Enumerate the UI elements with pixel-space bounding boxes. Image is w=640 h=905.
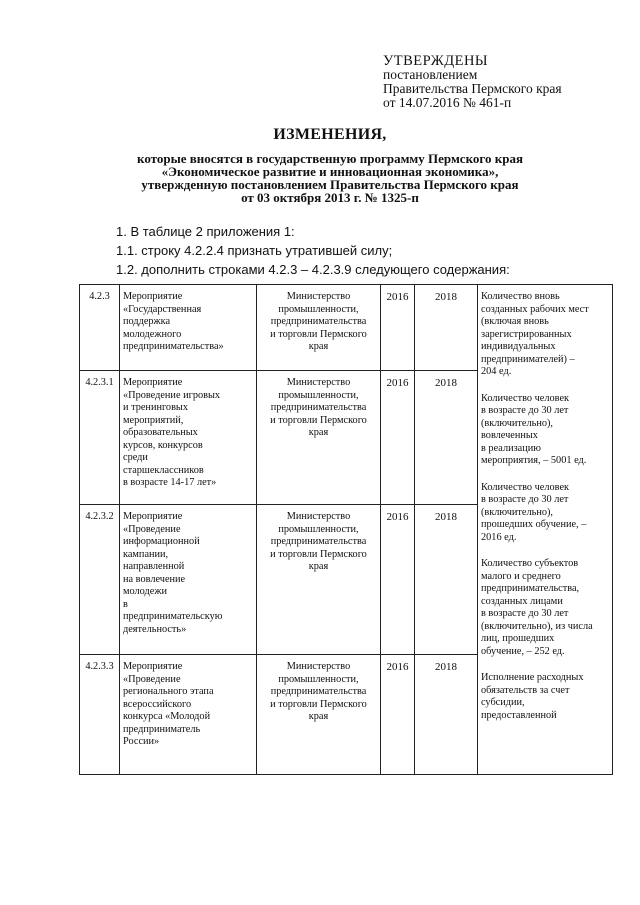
- cell-line: края: [308, 341, 329, 352]
- cell-line: в возрасте до 30 лет: [481, 494, 569, 505]
- cell-line: мероприятий,: [123, 414, 184, 426]
- table-row: [80, 285, 613, 371]
- cell-line: предпринимательства: [270, 402, 367, 413]
- cell-line: обязательств за счет: [481, 684, 570, 696]
- cell-line: Мероприятие: [123, 377, 183, 388]
- changes-table: [79, 284, 613, 775]
- cell-line: в возрасте 14-17 лет»: [123, 477, 217, 488]
- cell-line: в: [123, 598, 128, 610]
- cell-line: предпринимательскую: [123, 611, 223, 622]
- cell-line: образовательных: [123, 427, 198, 438]
- point-1-2: 1.2. дополнить строками 4.2.3 – 4.2.3.9 следующего содержания:: [116, 262, 510, 277]
- cell-line: всероссийского: [123, 698, 192, 710]
- cell-line: «Государственная: [123, 303, 202, 315]
- responsible-executor: [257, 371, 381, 505]
- cell-line: «Проведение: [123, 673, 181, 685]
- result-item: [481, 672, 609, 722]
- cell-line: на вовлечение: [123, 573, 186, 585]
- cell-line: Мероприятие: [123, 511, 183, 522]
- responsible-executor: [257, 285, 381, 371]
- row-number: 4.2.3.2: [80, 505, 120, 655]
- cell-line: 2016 ед.: [481, 531, 517, 543]
- cell-line: промышленности,: [278, 673, 359, 685]
- heading-line: от 03 октября 2013 г. № 1325-п: [241, 190, 419, 205]
- cell-line: зарегистрированных: [481, 328, 572, 340]
- cell-line: индивидуальных: [481, 341, 556, 352]
- expected-results: [478, 285, 613, 775]
- cell-line: в возрасте до 30 лет: [481, 608, 569, 619]
- cell-line: субсидии,: [481, 697, 525, 708]
- cell-line: края: [308, 711, 329, 722]
- cell-line: прошедших обучение, –: [481, 519, 587, 530]
- cell-line: (включительно),: [481, 506, 553, 518]
- cell-line: в реализацию: [481, 442, 541, 454]
- end-year: 2018: [415, 371, 478, 505]
- cell-line: Министерство: [286, 511, 351, 522]
- cell-line: «Проведение игровых: [123, 389, 221, 401]
- row-number: 4.2.3.1: [80, 371, 120, 505]
- event-name: [120, 371, 257, 505]
- cell-line: (включая вновь: [481, 316, 549, 327]
- cell-line: Министерство: [286, 661, 351, 672]
- cell-line: промышленности,: [278, 389, 359, 401]
- cell-line: предоставленной: [481, 709, 557, 721]
- start-year: 2016: [381, 371, 415, 505]
- cell-line: (включительно),: [481, 417, 553, 429]
- cell-line: информационной: [123, 536, 200, 547]
- cell-line: 204 ед.: [481, 366, 512, 377]
- event-name: [120, 285, 257, 371]
- cell-line: вовлеченных: [481, 430, 538, 441]
- cell-line: предпринимательства: [270, 536, 367, 547]
- point-1-1: 1.1. строку 4.2.2.4 признать утратившей силу;: [116, 243, 393, 258]
- cell-line: регионального этапа: [123, 686, 214, 697]
- approval-line: постановлением: [383, 67, 478, 82]
- cell-line: лиц, прошедших: [481, 633, 555, 644]
- cell-line: мероприятия, – 5001 ед.: [481, 455, 587, 466]
- cell-line: курсов, конкурсов: [123, 439, 203, 451]
- cell-line: направленной: [123, 561, 185, 572]
- cell-line: молодежи: [123, 586, 167, 597]
- cell-line: Количество человек: [481, 392, 570, 404]
- cell-line: и торговли Пермского: [270, 328, 367, 340]
- cell-line: поддержка: [123, 316, 171, 327]
- end-year: 2018: [415, 655, 478, 775]
- result-item: [481, 482, 609, 545]
- cell-line: Количество человек: [481, 481, 570, 493]
- cell-line: предпринимателей) –: [481, 353, 575, 365]
- cell-line: России»: [123, 736, 160, 747]
- start-year: 2016: [381, 285, 415, 371]
- cell-line: края: [308, 427, 329, 438]
- cell-line: Количество субъектов: [481, 558, 579, 569]
- document-title: ИЗМЕНЕНИЯ,: [273, 126, 387, 143]
- heading-line: утвержденную постановлением Правительства Пермского края: [141, 177, 519, 192]
- event-name: [120, 655, 257, 775]
- result-item: [481, 558, 609, 658]
- cell-line: предприниматель: [123, 723, 201, 735]
- end-year: 2018: [415, 285, 478, 371]
- cell-line: промышленности,: [278, 303, 359, 315]
- cell-line: кампании,: [123, 548, 169, 560]
- cell-line: и тренинговых: [123, 402, 189, 413]
- cell-line: деятельность»: [123, 623, 187, 635]
- cell-line: созданных лицами: [481, 595, 563, 607]
- heading-line: которые вносятся в государственную программу Пермского края: [137, 151, 523, 166]
- heading-line: «Экономическое развитие и инновационная экономика»,: [161, 164, 499, 179]
- approval-title: УТВЕРЖДЕНЫ: [383, 53, 489, 69]
- cell-line: Исполнение расходных: [481, 672, 584, 683]
- cell-line: промышленности,: [278, 523, 359, 535]
- result-item: [481, 393, 609, 468]
- cell-line: среди: [123, 452, 148, 463]
- cell-line: старшеклассников: [123, 464, 204, 476]
- cell-line: обучение, – 252 ед.: [481, 645, 565, 657]
- cell-line: Министерство: [286, 377, 351, 388]
- start-year: 2016: [381, 505, 415, 655]
- cell-line: предпринимательства: [270, 686, 367, 697]
- cell-line: предпринимательства: [270, 316, 367, 327]
- cell-line: края: [308, 561, 329, 572]
- cell-line: (включительно), из числа: [481, 620, 593, 632]
- cell-line: Мероприятие: [123, 291, 183, 302]
- cell-line: и торговли Пермского: [270, 414, 367, 426]
- cell-line: Количество вновь: [481, 291, 560, 302]
- row-number: 4.2.3: [80, 285, 120, 371]
- approval-stamp: [383, 54, 623, 110]
- start-year: 2016: [381, 655, 415, 775]
- approval-date: от 14.07.2016 № 461-п: [383, 95, 512, 110]
- change-points: [116, 222, 596, 279]
- approval-line: Правительства Пермского края: [383, 81, 562, 96]
- cell-line: и торговли Пермского: [270, 548, 367, 560]
- cell-line: предпринимательства»: [123, 341, 224, 352]
- responsible-executor: [257, 655, 381, 775]
- event-name: [120, 505, 257, 655]
- cell-line: Министерство: [286, 291, 351, 302]
- responsible-executor: [257, 505, 381, 655]
- cell-line: и торговли Пермского: [270, 698, 367, 710]
- document-heading: [60, 126, 600, 204]
- cell-line: малого и среднего: [481, 570, 561, 582]
- cell-line: предпринимательства,: [481, 583, 580, 594]
- cell-line: конкурса «Молодой: [123, 711, 211, 722]
- result-item: [481, 291, 609, 379]
- point-1: 1. В таблице 2 приложения 1:: [116, 224, 295, 239]
- cell-line: Мероприятие: [123, 661, 183, 672]
- row-number: 4.2.3.3: [80, 655, 120, 775]
- cell-line: созданных рабочих мест: [481, 303, 589, 315]
- cell-line: молодежного: [123, 328, 182, 340]
- end-year: 2018: [415, 505, 478, 655]
- cell-line: в возрасте до 30 лет: [481, 405, 569, 416]
- cell-line: «Проведение: [123, 523, 181, 535]
